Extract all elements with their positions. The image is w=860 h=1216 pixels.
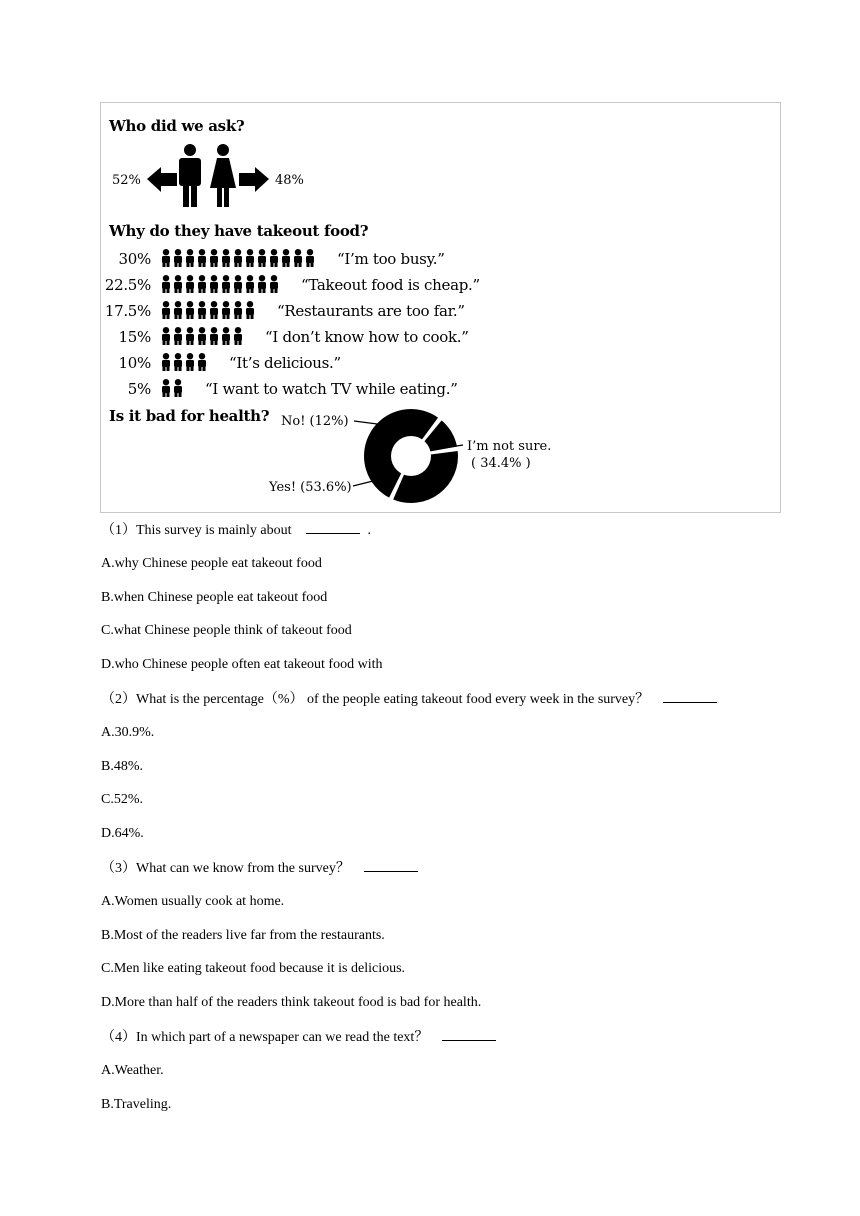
health-pie-chart — [268, 408, 551, 504]
reason-percent: 22.5% — [104, 276, 151, 294]
question-text: （4）In which part of a newspaper can we read the text？ — [101, 1030, 429, 1045]
person-icon — [162, 301, 170, 319]
person-icon — [210, 275, 218, 293]
answer-blank[interactable] — [442, 1028, 496, 1041]
question-stem — [101, 1028, 496, 1047]
pie-label-not-sure: I’m not sure. — [467, 439, 552, 454]
person-icon — [198, 327, 206, 345]
answer-option[interactable]: D.who Chinese people often eat takeout food with — [101, 657, 383, 673]
person-icon — [174, 379, 182, 397]
reason-percent: 17.5% — [104, 302, 151, 320]
pie-label-no: No! (12%) — [281, 414, 349, 429]
person-icon — [174, 327, 182, 345]
person-icon — [162, 353, 170, 371]
person-icon — [258, 249, 266, 267]
health-heading: Is it bad for health? — [109, 407, 270, 425]
person-icon — [186, 301, 194, 319]
question-text: （1）This survey is mainly about — [101, 523, 292, 538]
person-icons — [162, 353, 206, 371]
person-icon — [270, 249, 278, 267]
person-icon — [222, 327, 230, 345]
reason-list — [105, 249, 480, 398]
person-icon — [294, 249, 302, 267]
person-icon — [282, 249, 290, 267]
person-icon — [174, 275, 182, 293]
woman-icon — [210, 144, 236, 207]
yes-leader-line — [353, 481, 373, 486]
answer-option[interactable]: C.Men like eating takeout food because it is delicious. — [101, 961, 406, 977]
person-icon — [234, 275, 242, 293]
reason-quote: “I don’t know how to cook.” — [265, 328, 469, 346]
left-arrow-icon — [147, 167, 177, 192]
person-icon — [186, 353, 194, 371]
person-icon — [198, 249, 206, 267]
reason-row — [128, 379, 458, 398]
reason-percent: 10% — [118, 354, 151, 372]
person-icon — [210, 327, 218, 345]
answer-blank[interactable] — [364, 859, 418, 872]
reason-quote: “Takeout food is cheap.” — [301, 276, 480, 294]
person-icon — [174, 353, 182, 371]
reason-quote: “Restaurants are too far.” — [277, 302, 465, 320]
question-text: （3）What can we know from the survey？ — [101, 861, 350, 876]
answer-option[interactable]: A.Women usually cook at home. — [101, 893, 285, 909]
right-arrow-icon — [239, 167, 269, 192]
person-icon — [174, 301, 182, 319]
reason-quote: “I want to watch TV while eating.” — [205, 380, 458, 398]
person-icon — [234, 327, 242, 345]
pie-label-not-sure-value: ( 34.4% ) — [471, 456, 531, 471]
answer-option[interactable]: C.52%. — [101, 792, 143, 808]
who-heading: Who did we ask? — [109, 117, 245, 135]
answer-option[interactable]: D.More than half of the readers think takeout food is bad for health. — [101, 995, 482, 1011]
person-icon — [246, 301, 254, 319]
person-icon — [246, 249, 254, 267]
person-icon — [198, 353, 206, 371]
person-icon — [186, 327, 194, 345]
person-icon — [162, 327, 170, 345]
person-icon — [270, 275, 278, 293]
survey-figure — [100, 102, 781, 513]
men-percent: 52% — [112, 173, 141, 188]
person-icon — [234, 301, 242, 319]
reason-row — [119, 353, 341, 372]
answer-option[interactable]: B.when Chinese people eat takeout food — [101, 589, 328, 605]
person-icons — [162, 249, 314, 267]
person-icon — [186, 249, 194, 267]
question-stem — [101, 690, 717, 709]
reason-quote: “I’m too busy.” — [337, 250, 445, 268]
person-icon — [222, 275, 230, 293]
person-icon — [162, 379, 170, 397]
man-icon — [179, 144, 201, 207]
person-icons — [162, 301, 254, 319]
person-icon — [162, 275, 170, 293]
reason-quote: “It’s delicious.” — [229, 354, 341, 372]
person-icon — [258, 275, 266, 293]
person-icon — [246, 275, 254, 293]
question-stem — [101, 521, 371, 540]
why-heading: Why do they have takeout food? — [109, 222, 369, 240]
person-icons — [162, 275, 278, 293]
reason-row — [119, 249, 445, 268]
person-icon — [222, 301, 230, 319]
women-percent: 48% — [275, 173, 304, 188]
answer-option[interactable]: A.why Chinese people eat takeout food — [101, 555, 322, 571]
reason-row — [105, 275, 480, 294]
answer-option[interactable]: B.Traveling. — [101, 1096, 172, 1112]
reason-percent: 15% — [118, 328, 151, 346]
person-icon — [186, 275, 194, 293]
answer-option[interactable]: D.64%. — [101, 826, 144, 842]
person-icon — [234, 249, 242, 267]
reason-row — [105, 301, 465, 320]
person-icon — [306, 249, 314, 267]
answer-blank[interactable] — [663, 690, 717, 703]
person-icon — [210, 301, 218, 319]
question-stem — [101, 859, 418, 878]
person-icon — [174, 249, 182, 267]
question-trail: . — [367, 523, 372, 538]
answer-option[interactable]: C.what Chinese people think of takeout food — [101, 623, 352, 639]
answer-option[interactable]: B.48%. — [101, 758, 143, 774]
person-icons — [162, 327, 242, 345]
survey-graphic — [101, 103, 780, 512]
answer-option[interactable]: B.Most of the readers live far from the restaurants. — [101, 927, 385, 943]
person-icon — [198, 275, 206, 293]
person-icon — [162, 249, 170, 267]
reason-percent: 5% — [127, 380, 151, 398]
person-icon — [198, 301, 206, 319]
person-icon — [210, 249, 218, 267]
pie-label-yes: Yes! (53.6%) — [269, 480, 352, 495]
reason-percent: 30% — [118, 250, 151, 268]
question-text: （2）What is the percentage（%） of the people eating takeout food every week in the survey？ — [101, 692, 650, 707]
reason-row — [119, 327, 469, 346]
answer-option[interactable]: A.Weather. — [101, 1062, 164, 1078]
answer-blank[interactable] — [306, 521, 360, 534]
answer-option[interactable]: A.30.9%. — [101, 724, 155, 740]
person-icons — [162, 379, 182, 397]
person-icon — [222, 249, 230, 267]
